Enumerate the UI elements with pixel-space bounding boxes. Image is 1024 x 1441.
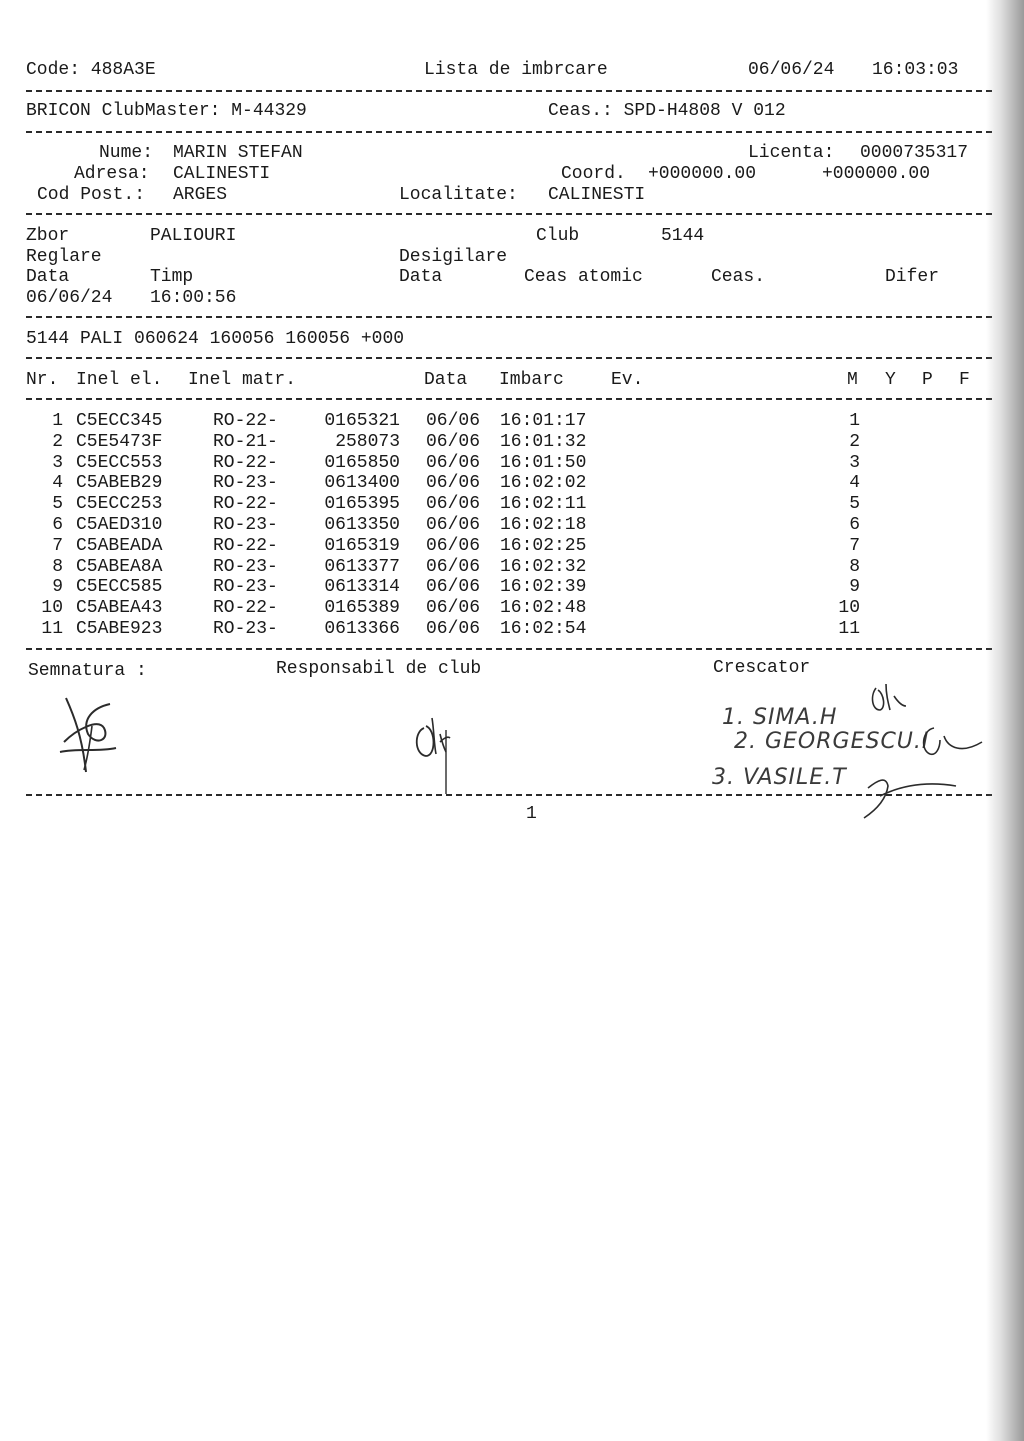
desigilare-label: Desigilare: [399, 247, 508, 267]
row-imbarc: 16:02:48: [500, 598, 587, 618]
row-data: 06/06: [426, 619, 481, 639]
divider: [26, 131, 992, 133]
col-header-nr: Nr.: [26, 370, 59, 390]
col-header-ev: Ev.: [611, 370, 644, 390]
row-m: 6: [849, 515, 860, 535]
row-nr: 11: [41, 619, 63, 639]
row-nr: 1: [52, 411, 63, 431]
doc-title: Lista de imbrcare: [424, 60, 608, 80]
row-imbarc: 16:01:32: [500, 432, 587, 452]
localitate-label: Localitate:: [399, 185, 518, 205]
row-matr: 0165321: [324, 411, 400, 431]
row-prefix: RO-22-: [213, 536, 278, 556]
row-m: 7: [849, 536, 860, 556]
row-inel-el: C5ABEB29: [76, 473, 163, 493]
row-matr: 258073: [335, 432, 400, 452]
col-header-m: M: [847, 370, 858, 390]
col-header-f: F: [959, 370, 970, 390]
reglare-date: 06/06/24: [26, 288, 113, 308]
divider: [26, 90, 992, 92]
row-imbarc: 16:02:39: [500, 577, 587, 597]
data-label: Data: [26, 267, 70, 287]
row-inel-el: C5ECC553: [76, 453, 163, 473]
row-nr: 3: [52, 453, 63, 473]
row-inel-el: C5ABEA43: [76, 598, 163, 618]
row-m: 4: [849, 473, 860, 493]
row-nr: 2: [52, 432, 63, 452]
row-matr: 0165389: [324, 598, 400, 618]
adresa-label: Adresa:: [74, 164, 150, 184]
ceas-atomic-label: Ceas atomic: [524, 267, 643, 287]
clock-id: Ceas.: SPD-H4808 V 012: [548, 101, 786, 121]
doc-date: 06/06/24: [748, 60, 835, 80]
row-imbarc: 16:02:18: [500, 515, 587, 535]
row-m: 11: [838, 619, 860, 639]
row-m: 8: [849, 557, 860, 577]
codpost-value: ARGES: [173, 185, 228, 205]
col-header-inel-el: Inel el.: [76, 370, 163, 390]
coord-x: +000000.00: [648, 164, 757, 184]
row-inel-el: C5ECC253: [76, 494, 163, 514]
row-prefix: RO-23-: [213, 473, 278, 493]
page-number: 1: [526, 804, 537, 824]
timp-label: Timp: [150, 267, 194, 287]
clubmaster-id: BRICON ClubMaster: M-44329: [26, 101, 307, 121]
row-m: 9: [849, 577, 860, 597]
row-inel-el: C5AED310: [76, 515, 163, 535]
row-m: 10: [838, 598, 860, 618]
row-data: 06/06: [426, 536, 481, 556]
col-header-inel-matr: Inel matr.: [188, 370, 297, 390]
divider: [26, 398, 992, 400]
zbor-label: Zbor: [26, 226, 70, 246]
row-nr: 8: [52, 557, 63, 577]
row-matr: 0613377: [324, 557, 400, 577]
row-nr: 6: [52, 515, 63, 535]
nume-value: MARIN STEFAN: [173, 143, 303, 163]
row-inel-el: C5E5473F: [76, 432, 163, 452]
handwritten-name-3: 3. VASILE.T: [712, 765, 847, 790]
club-signature-icon: [410, 708, 470, 798]
row-imbarc: 16:02:11: [500, 494, 587, 514]
row-data: 06/06: [426, 598, 481, 618]
row-nr: 7: [52, 536, 63, 556]
row-imbarc: 16:02:54: [500, 619, 587, 639]
row-nr: 10: [41, 598, 63, 618]
row-prefix: RO-22-: [213, 453, 278, 473]
col-header-data: Data: [424, 370, 468, 390]
row-m: 2: [849, 432, 860, 452]
row-matr: 0165395: [324, 494, 400, 514]
row-m: 3: [849, 453, 860, 473]
row-matr: 0613314: [324, 577, 400, 597]
divider: [26, 316, 992, 318]
row-prefix: RO-22-: [213, 494, 278, 514]
reglare-label: Reglare: [26, 247, 102, 267]
row-nr: 4: [52, 473, 63, 493]
row-data: 06/06: [426, 494, 481, 514]
doc-code: Code: 488A3E: [26, 60, 156, 80]
row-inel-el: C5ECC345: [76, 411, 163, 431]
row-data: 06/06: [426, 453, 481, 473]
difer-label: Difer: [885, 267, 940, 287]
col-header-y: Y: [885, 370, 896, 390]
row-data: 06/06: [426, 577, 481, 597]
ceas-label: Ceas.: [711, 267, 766, 287]
row-m: 5: [849, 494, 860, 514]
responsabil-label: Responsabil de club: [276, 659, 482, 679]
row-nr: 9: [52, 577, 63, 597]
club-label: Club: [536, 226, 580, 246]
divider: [26, 794, 992, 796]
club-value: 5144: [661, 226, 705, 246]
codpost-label: Cod Post.:: [37, 185, 146, 205]
row-matr: 0613366: [324, 619, 400, 639]
col-header-imbarc: Imbarc: [499, 370, 564, 390]
zbor-value: PALIOURI: [150, 226, 237, 246]
scan-shadow-edge: [986, 0, 1024, 1441]
licenta-label: Licenta:: [748, 143, 835, 163]
summary-line: 5144 PALI 060624 160056 160056 +000: [26, 329, 405, 349]
row-imbarc: 16:02:32: [500, 557, 587, 577]
row-prefix: RO-23-: [213, 557, 278, 577]
row-prefix: RO-23-: [213, 515, 278, 535]
licenta-value: 0000735317: [860, 143, 969, 163]
row-nr: 5: [52, 494, 63, 514]
col-header-p: P: [922, 370, 933, 390]
row-imbarc: 16:01:50: [500, 453, 587, 473]
row-data: 06/06: [426, 473, 481, 493]
row-matr: 0613350: [324, 515, 400, 535]
row-inel-el: C5ABEA8A: [76, 557, 163, 577]
row-prefix: RO-22-: [213, 598, 278, 618]
handwritten-names: [700, 676, 990, 826]
row-prefix: RO-21-: [213, 432, 278, 452]
coord-y: +000000.00: [822, 164, 931, 184]
semnatura-label: Semnatura :: [28, 661, 147, 681]
crescator-label: Crescator: [713, 658, 811, 678]
row-inel-el: C5ABEADA: [76, 536, 163, 556]
data2-label: Data: [399, 267, 443, 287]
reglare-time: 16:00:56: [150, 288, 237, 308]
row-matr: 0165850: [324, 453, 400, 473]
owner-signature-icon: [52, 690, 132, 780]
adresa-value: CALINESTI: [173, 164, 271, 184]
divider: [26, 213, 992, 215]
handwritten-name-1: 1. SIMA.H: [722, 705, 838, 730]
row-data: 06/06: [426, 432, 481, 452]
coord-label: Coord.: [561, 164, 626, 184]
row-data: 06/06: [426, 411, 481, 431]
row-inel-el: C5ABE923: [76, 619, 163, 639]
row-matr: 0613400: [324, 473, 400, 493]
row-prefix: RO-23-: [213, 577, 278, 597]
row-inel-el: C5ECC585: [76, 577, 163, 597]
divider: [26, 357, 992, 359]
row-data: 06/06: [426, 557, 481, 577]
row-matr: 0165319: [324, 536, 400, 556]
divider: [26, 648, 992, 650]
doc-time: 16:03:03: [872, 60, 959, 80]
row-prefix: RO-22-: [213, 411, 278, 431]
row-imbarc: 16:02:02: [500, 473, 587, 493]
localitate-value: CALINESTI: [548, 185, 646, 205]
row-prefix: RO-23-: [213, 619, 278, 639]
row-imbarc: 16:02:25: [500, 536, 587, 556]
row-imbarc: 16:01:17: [500, 411, 587, 431]
row-m: 1: [849, 411, 860, 431]
row-data: 06/06: [426, 515, 481, 535]
nume-label: Nume:: [99, 143, 154, 163]
handwritten-name-2: 2. GEORGESCU.I: [734, 729, 930, 754]
